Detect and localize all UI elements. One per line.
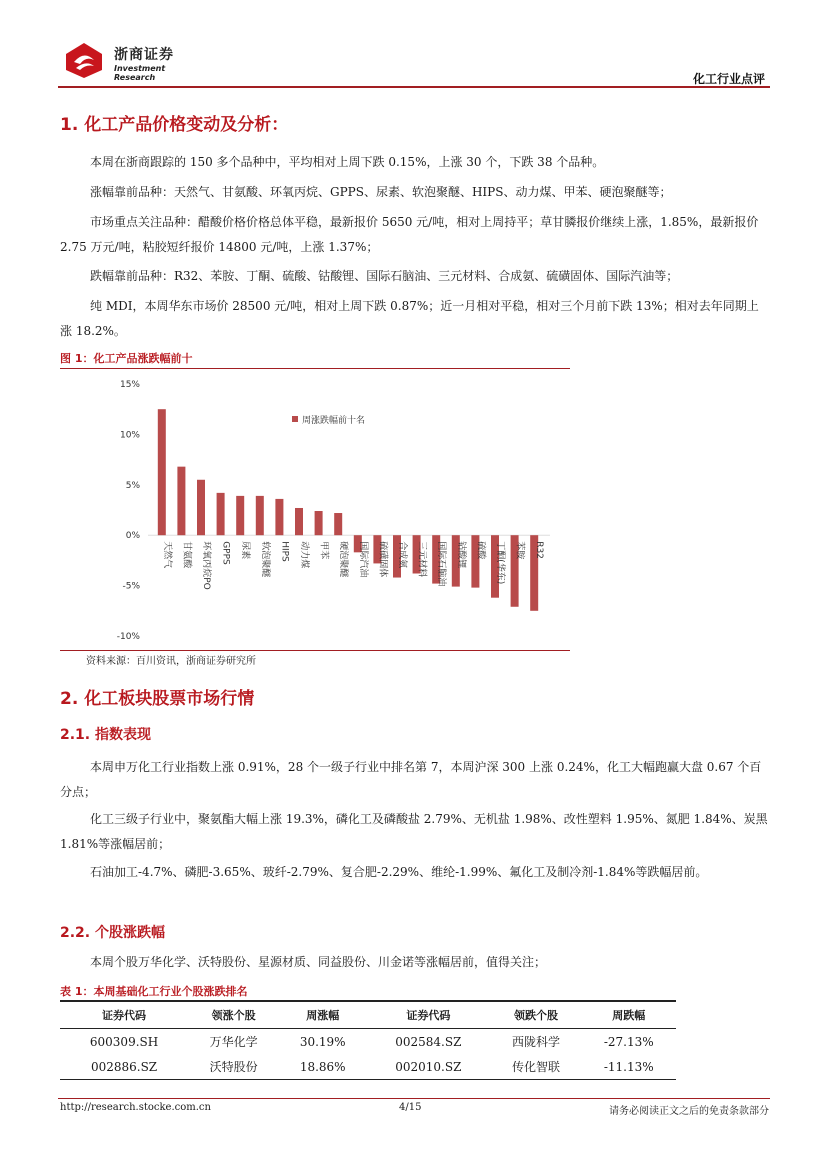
legend-swatch [292, 416, 298, 422]
section2-1-paragraph-2: 化工三级子行业中，聚氨酯大幅上涨 19.3%，磷化工及磷酸盐 2.79%、无机盐 1.98%、改性塑料 1.95%、氮肥 1.84%、炭黑 1.81%等涨幅居前； [60, 812, 768, 851]
figure1-title: 图 1：化工产品涨跌幅前十 [60, 352, 193, 365]
table-header: 周跌幅 [582, 1001, 676, 1029]
chart-legend [292, 414, 365, 426]
x-tick-label: HIPS [279, 541, 290, 562]
price-change-chart [60, 372, 570, 648]
x-tick-label: 环氧丙烷PO [201, 541, 211, 590]
table-cell: 002886.SZ [60, 1054, 188, 1080]
section1-paragraph-4: 跌幅靠前品种：R32、苯胺、丁酮、硫酸、钴酸锂、国际石脑油、三元材料、合成氨、硫磺固体、国际汽油等； [90, 269, 679, 283]
section2-1-title: 2.1. 指数表现 [60, 727, 151, 743]
bar-4 [236, 496, 244, 535]
x-tick-label: 硬泡聚醚 [338, 541, 349, 578]
table-cell: -11.13% [582, 1054, 676, 1080]
x-tick-label: 国际汽油 [357, 541, 368, 578]
footer-disclaimer: 请务必阅读正文之后的免责条款部分 [609, 1106, 769, 1117]
logo-mark-icon [62, 40, 106, 80]
section2-2-paragraph-1: 本周个股万华化学、沃特股份、星源材质、同益股份、川金诺等涨幅居前，值得关注； [90, 955, 547, 969]
report-type: 化工行业点评 [692, 72, 765, 86]
table-cell: 18.86% [279, 1054, 366, 1080]
x-tick-label: R32 [534, 541, 545, 559]
section1-paragraph-2: 涨幅靠前品种：天然气、甘氨酸、环氧丙烷、GPPS、尿素、软泡聚醚、HIPS、动力煤、甲苯、硬泡聚醚等； [90, 185, 672, 199]
header-divider [58, 86, 770, 88]
y-tick-label: 15% [119, 380, 140, 390]
page-number: 4/15 [399, 1102, 422, 1113]
table-cell: 30.19% [299, 1034, 346, 1049]
bar-9 [334, 513, 342, 535]
table-header: 领涨个股 [188, 1001, 279, 1029]
table-header-row [60, 1001, 676, 1029]
logo-name: 浙商证券 [114, 47, 174, 63]
bar-1 [177, 467, 185, 536]
table-row [60, 1054, 676, 1080]
figure1-top-rule [60, 368, 570, 369]
table-cell: -27.13% [603, 1034, 654, 1049]
table-cell: 002010.SZ [366, 1054, 490, 1080]
bar-5 [256, 496, 264, 535]
x-tick-label: 国际石脑油 [436, 541, 447, 587]
bar-3 [217, 493, 225, 535]
section2-1-paragraph-1: 本周申万化工行业指数上涨 0.91%，28 个一级子行业中排名第 7，本周沪深 300 上涨 0.24%，化工大幅跑赢大盘 0.67 个百分点； [60, 760, 762, 799]
bar-0 [158, 409, 166, 535]
table-header: 证券代码 [366, 1001, 490, 1029]
footer-divider [58, 1098, 770, 1099]
table1-title: 表 1：本周基础化工行业个股涨跌排名 [60, 985, 248, 998]
section2-2-title: 2.2. 个股涨跌幅 [60, 925, 165, 941]
table-row [60, 1029, 676, 1055]
y-tick-label: 10% [119, 430, 140, 441]
table-header: 领跌个股 [490, 1001, 581, 1029]
x-tick-label: 合成氨 [397, 541, 407, 569]
x-tick-label: GPPS [220, 541, 231, 565]
table-cell: 西陇科学 [511, 1035, 560, 1049]
figure1-bottom-rule [60, 650, 570, 651]
company-logo [62, 40, 182, 80]
x-tick-label: 丁酮(华东) [495, 541, 505, 585]
table-header: 周涨幅 [279, 1001, 366, 1029]
table-cell: 600309.SH [89, 1034, 159, 1049]
x-tick-label: 软泡聚醚 [259, 541, 270, 578]
figure1-source: 资料来源：百川资讯，浙商证券研究所 [86, 656, 256, 667]
bar-7 [295, 508, 303, 535]
y-tick-label: 0% [125, 531, 140, 542]
x-tick-label: 甘氨酸 [181, 541, 192, 569]
section1-paragraph-1: 本周在浙商跟踪的 150 多个品种中，平均相对上周下跌 0.15%，上涨 30 个，下跌 38 个品种。 [90, 155, 605, 169]
x-tick-label: 三元材料 [416, 541, 427, 578]
x-tick-label: 天然气 [161, 541, 172, 569]
legend-label: 周涨跌幅前十名 [302, 416, 366, 426]
table-header: 证券代码 [60, 1001, 188, 1029]
logo-subtitle: Investment Research [114, 64, 166, 82]
y-tick-label: 5% [125, 480, 140, 491]
bar-2 [197, 480, 205, 535]
y-tick-label: -10% [116, 632, 140, 642]
footer-url[interactable]: http://research.stocke.com.cn [60, 1102, 211, 1113]
x-tick-label: 硫酸 [475, 541, 486, 560]
section2-1-paragraph-3: 石油加工-4.7%、磷肥-3.65%、玻纤-2.79%、复合肥-2.29%、维纶-1.99%、氟化工及制冷剂-1.84%等跌幅居前。 [90, 865, 708, 879]
section2-title: 2. 化工板块股票市场行情 [60, 689, 255, 709]
y-tick-label: -5% [122, 581, 140, 592]
x-tick-label: 硫磺固体 [377, 541, 388, 578]
bar-6 [275, 499, 283, 535]
x-tick-label: 甲苯 [318, 541, 329, 560]
x-tick-label: 尿素 [240, 541, 251, 560]
table-cell: 沃特股份 [188, 1054, 279, 1080]
x-tick-label: 动力煤 [299, 541, 309, 569]
x-tick-label: 苯胺 [514, 541, 525, 560]
table-cell: 万华化学 [209, 1035, 258, 1049]
section1-paragraph-5: 纯 MDI，本周华东市场价 28500 元/吨，相对上周下跌 0.87%；近一月相对平稳，相对三个月前下跌 13%；相对去年同期上涨 18.2%。 [60, 299, 759, 338]
section1-title: 1. 化工产品价格变动及分析： [60, 115, 289, 135]
stock-ranking-table [60, 1000, 676, 1080]
table-cell: 002584.SZ [395, 1034, 462, 1049]
table-cell: 传化智联 [490, 1054, 581, 1080]
section1-paragraph-3: 市场重点关注品种：醋酸价格价格总体平稳，最新报价 5650 元/吨，相对上周持平；草甘膦报价继续上涨，1.85%，最新报价 2.75 万元/吨，粘胶短纤报价 14800 元/吨，上涨 1.37%； [60, 215, 759, 254]
bar-8 [315, 511, 323, 535]
x-tick-label: 钴酸锂 [455, 541, 466, 569]
